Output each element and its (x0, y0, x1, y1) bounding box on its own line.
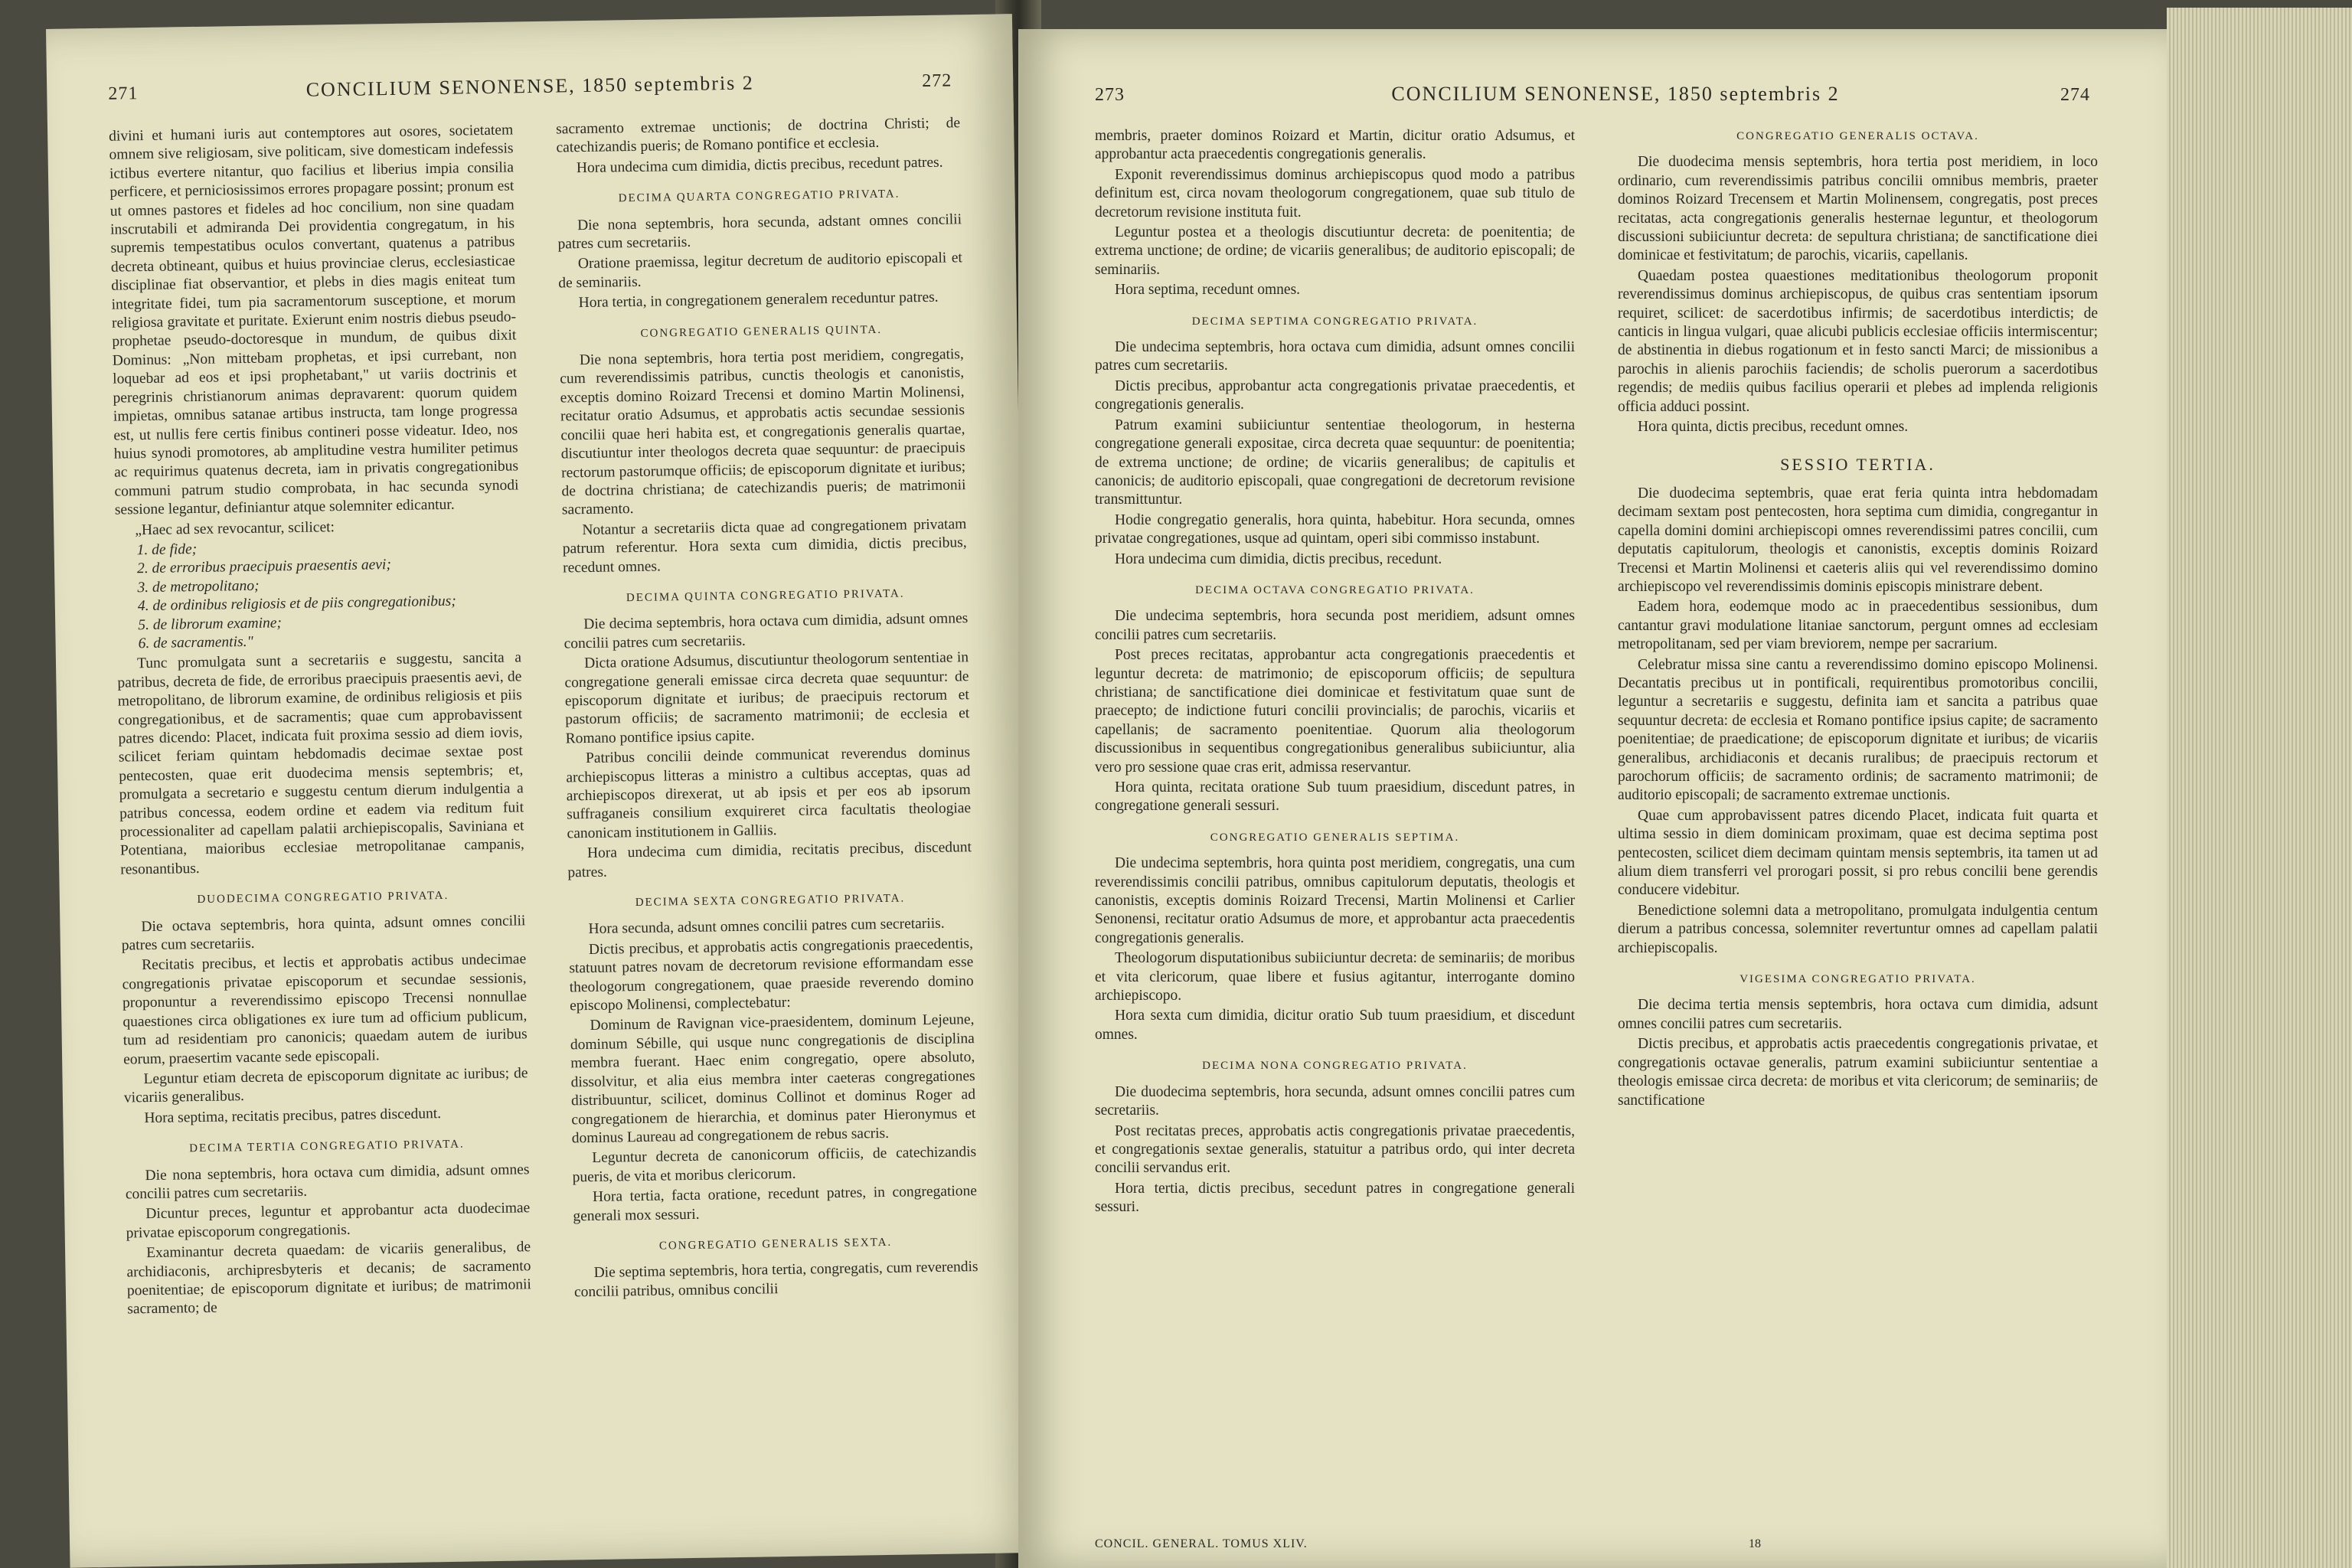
list-item: 3. de metropolitano; (137, 577, 260, 596)
paragraph: Hora septima, recedunt omnes. (1115, 282, 1301, 299)
paragraph: Die undecima septembris, hora secunda post meridiem, adsunt omnes concilii patres cum secretariis. (1095, 608, 1575, 643)
running-head-right (1018, 69, 2167, 106)
section-heading: DECIMA QUARTA CONGREGATIO PRIVATA. (618, 188, 900, 205)
paragraph: Recitatis precibus, et lectis et approbatis actibus undecimae congregationis privatae episcoporum et secundae sessionis, proponuntur a reverendissimo episcopo Trecensi nonnullae quaestiones circa obligationes ex iure tum ad officium publicum, tum ad residentiam pro canonicis; quaedam autem de iuribus eorum, praesertim vacante sede episcopali. (122, 951, 528, 1068)
paragraph: sacramento extremae unctionis; de doctrina Christi; de catechizandis pueris; de Romano pontifice et ecclesia. (555, 115, 961, 156)
column-number-272: 272 (922, 70, 952, 92)
paragraph: Die nona septembris, hora octava cum dimidia, adsunt omnes concilii patres cum secretariis. (125, 1161, 530, 1203)
column-number-274: 274 (2060, 85, 2090, 105)
paragraph: Post preces recitatas, approbantur acta congregationis praecedentis et leguntur decreta: de matrimonio; de episcoporum officiis; de sepultura christiana; de sanctificatione diei dominicae et festivitatum quae sunt de praecepto; de indictione futuri concilii provincialis; de parochis, vicariis et capellanis; de sacramento poenitentiae. Quorum alia theologorum discussionibus in sequentibus congregationibus generalibus subiiciuntur, alia vero pro sessione quae cras erit, admissa reservantur. (1095, 647, 1575, 776)
paragraph: divini et humani iuris aut contemptores aut osores, societatem omnem sive religiosam, sive politicam, sive domesticam indefessis ictibus evertere nitantur, quo facilius et liberius impia consilia perficere, et perniciosissimos errores propagare possint; pronum est ut omnes pastores et fideles ad hoc concilium, non sine quadam inscrutabili et admiranda Dei providentia congregatum, in his supremis tempestatibus oculos convertant, quatenus a patribus decreta obtineant, quibus et huius provinciae clerus, ecclesiasticae disciplinae fiat observantior, et plebs in dies magis eniteat tum integritate fidei, tum pia sacramentorum susceptione, et morum religiosa gravitate et puritate. Exierunt enim nostris diebus pseudo-prophetae pseudo-doctoresque in mundum, de quibus dixit Dominus: „Non mittebam prophetas, et ipsi currebant, non loquebar ad eos et ipsi prophetabant," ut variis doctrinis et peregrinis christianorum animas depravarent: quorum quidem impietas, omnibus satanae artibus instructa, tam longe progressa est, ut nullis fere certis finibus contineri posse videatur. Ideo, nos huius synodi promotores, ab amplitudine vestra humiliter petimus ac requirimus quatenus decreta, iam in privatis congregationibus communi patrum studio comprobata, in hac secunda synodi sessione legantur, definiantur atque solemniter edicantur. (109, 122, 519, 518)
column-273 (1095, 127, 1575, 1219)
section-heading: CONGREGATIO GENERALIS SEPTIMA. (1210, 831, 1460, 844)
paragraph: membris, praeter dominos Roizard et Martin, dicitur oratio Adsumus, et approbantur acta praecedentis congregationis generalis. (1095, 128, 1575, 163)
running-title: CONCILIUM SENONENSE, 1850 septembris 2 (1391, 83, 1840, 105)
paragraph: Examinantur decreta quaedam: de vicariis generalibus, de archidiaconis, archipresbyteris et decanis; de sacramento poenitentiae; de episcoporum dignitate et iuribus; de matrimonii sacramento; de (126, 1239, 531, 1318)
paragraph: Die octava septembris, hora quinta, adsunt omnes concilii patres cum secretariis. (121, 912, 526, 954)
paragraph: Die duodecima septembris, hora secunda, adsunt omnes concilii patres cum secretariis. (1095, 1083, 1575, 1119)
column-number-271: 271 (108, 83, 139, 104)
column-274 (1618, 127, 2098, 1219)
paragraph: Oratione praemissa, legitur decretum de auditorio episcopali et de seminariis. (558, 250, 963, 292)
column-271 (109, 121, 531, 1321)
list-item: 4. de ordinibus religiosis et de piis congregationibus; (137, 593, 456, 615)
paragraph: Hora secunda, adsunt omnes concilii patres cum secretariis. (588, 916, 945, 938)
running-title: CONCILIUM SENONENSE, 1850 septembris 2 (305, 71, 755, 101)
paragraph: „Haec ad sex revocantur, scilicet: (135, 518, 335, 538)
paragraph: Die decima tertia mensis septembris, hora octava cum dimidia, adsunt omnes concilii patres cum secretariis. (1618, 997, 2098, 1032)
paragraph: Hora sexta cum dimidia, dicitur oratio Sub tuum praesidium, et discedunt omnes. (1095, 1008, 1575, 1043)
signature-mark: 18 (1749, 1537, 1761, 1550)
paragraph: Benedictione solemni data a metropolitano, promulgata indulgentia centum dierum a patribus concessa, solemniter revertuntur omnes ad capellam palatii archiepiscopalis. (1618, 902, 2098, 956)
paragraph: Dicuntur preces, leguntur et approbantur acta duodecimae privatae episcoporum congregationis. (126, 1200, 531, 1242)
paragraph: Die duodecima septembris, quae erat feria quinta intra hebdomadam decimam sextam post pentecosten, hora septima cum dimidia, congregantur in capella domini domini archiepiscopi omnes reverendissimi patres concilii, cum deputatis capitulorum, theologis et canonistis, exceptis dominis Roizard Trecensi et Martin Molinensi et caeteris aliis qui vel reverendissimo domino archiepiscopo vel reverendissimis dominis episcopis ministrare debent. (1618, 485, 2098, 595)
paragraph: Quaedam postea quaestiones meditationibus theologorum proponit reverendissimus dominus archiepiscopus, de quibus cras sententiam ipsorum requiret, scilicet: de sacerdotibus infirmis; de sacerdotibus interdictis; de canticis in lingua vulgari, quae alicubi publicis ecclesiae officiis intermiscentur; de abstinentia in diebus rogationum et in festo sancti Marci; de missionibus a parochis in alienis parochiis faciendis; de scholis puerorum a sacerdotibus regendis; de mediis quibus facilius operarii et plebes ad implenda religionis officia adduci possint. (1618, 267, 2098, 415)
section-heading: DECIMA NONA CONGREGATIO PRIVATA. (1202, 1060, 1468, 1073)
list-item: 1. de fide; (136, 541, 198, 559)
paragraph: Die decima septembris, hora octava cum dimidia, adsunt omnes concilii patres cum secretariis. (564, 610, 969, 652)
paragraph: Hora quinta, dictis precibus, recedunt omnes. (1638, 419, 1909, 436)
section-heading: DECIMA SEXTA CONGREGATIO PRIVATA. (635, 892, 906, 910)
section-heading: DECIMA QUINTA CONGREGATIO PRIVATA. (626, 587, 905, 605)
paragraph: Leguntur postea et a theologis discutiuntur decreta: de poenitentia; de extrema unctione; de ordine; de vicariis generalibus; de auditorio episcopali; de seminariis. (1095, 224, 1575, 278)
section-heading: CONGREGATIO GENERALIS SEXTA. (658, 1236, 893, 1253)
paragraph: Notantur a secretariis dicta quae ad congregationem privatam patrum referentur. Hora sexta cum dimidia, dictis precibus, recedunt omnes. (562, 515, 967, 577)
paragraph: Hora septima, recitatis precibus, patres discedunt. (144, 1105, 442, 1126)
section-heading: DECIMA SEPTIMA CONGREGATIO PRIVATA. (1191, 315, 1478, 328)
paragraph: Patribus concilii deinde communicat reverendus dominus archiepiscopus litteras a ministro a cultibus acceptas, quas ad archiepiscopos direxerat, ut ab ipsis et per eos ab ipsorum suffraganeis consilium exquireret circa facultatis theologiae canonicam institutionem in Galliis. (566, 744, 972, 842)
paragraph: Hora undecima cum dimidia, dictis precibus, recedunt patres. (576, 154, 943, 176)
paragraph: Dictis precibus, et approbatis actis praecedentis congregationis privatae, et congregationis octavae generalis, patrum examini subiiciuntur sententiae a theologis emissae circa decreta: de moribus et vita clericorum; de seminariis; de sanctificatione (1618, 1036, 2098, 1109)
decree-list (137, 535, 521, 653)
paragraph: Leguntur decreta de canonicorum officiis, de catechizandis pueris, de vita et moribus clericorum. (572, 1144, 977, 1186)
paragraph: Hora undecima cum dimidia, recitatis precibus, discedunt patres. (567, 839, 972, 881)
section-heading: DECIMA TERTIA CONGREGATIO PRIVATA. (189, 1138, 465, 1155)
list-item: 5. de librorum examine; (138, 614, 283, 633)
paragraph: Hora undecima cum dimidia, dictis precibus, recedunt. (1115, 550, 1442, 567)
list-item: 2. de erroribus praecipuis praesentis aevi; (136, 557, 392, 577)
paragraph: Die nona septembris, hora tertia post meridiem, congregatis, cum reverendissimis patribus, cunctis theologis et canonistis, exceptis domino Roizard Trecensi et domino Martin Molinensi, recitatur oratio Adsumus, et approbatis actis secundae sessionis concilii quae heri habita est, et congregationis generalis quartae, discutiuntur inter theologos decreta quae sequuntur: de praecipuis rectorum pastorumque officiis; de episcoporum dignitate et iuribus; de doctrina christiana; de catechizandis pueris; de matrimonii sacramento. (560, 346, 966, 518)
paragraph: Die duodecima mensis septembris, hora tertia post meridiem, in loco ordinario, cum reverendissimis patribus concilii omnibus membris, praeter dominos Roizard Trecensem et Martin Molinensem, congregatis, post preces recitatas, acta congregationis generalis hesternae leguntur, et theologorum discussioni subiiciuntur decreta: de sepultura christiana; de sanctificatione diei dominicae et festivitatum; de parochis, vicariis, capellanis. (1618, 154, 2098, 264)
left-page (46, 14, 1036, 1568)
paragraph: Post recitatas preces, approbatis actis congregationis privatae praecedentis, et congregationis sextae generalis, statuitur a patribus ordo, qui inter decreta concilii servandus erit. (1095, 1122, 1575, 1177)
paragraph: Hora quinta, recitata oratione Sub tuum praesidium, discedunt patres, in congregatione generali sessuri. (1095, 779, 1575, 815)
paragraph: Eadem hora, eodemque modo ac in praecedentibus sessionibus, dum cantantur gravi modulatione litaniae sanctorum, pergunt omnes ad ecclesiam metropolitanam, sed per viam breviorem, nempe per sacrarium. (1618, 599, 2098, 653)
paragraph: Dominum de Ravignan vice-praesidentem, dominum Lejeune, dominum Sébille, qui usque nunc congregationis de disciplina membra fuerant. Haec enim congregatio, opere absoluto, dissolvitur, et alia eius membra inter caeteras congregationes distribuuntur, scilicet, dominus Collinot et dominus Roger ad congregationem de hierarchia, et dominus pater Hieronymus et dominus Laureau ad congregationem de rebus sacris. (570, 1011, 976, 1147)
session-heading: SESSIO TERTIA. (1780, 454, 1936, 474)
paragraph: Die septima septembris, hora tertia, congregatis, cum reverendis concilii patribus, omnibus concilii (573, 1259, 978, 1301)
section-heading: VIGESIMA CONGREGATIO PRIVATA. (1740, 973, 1976, 986)
section-heading: CONGREGATIO GENERALIS OCTAVA. (1736, 130, 1979, 142)
paragraph: Hodie congregatio generalis, hora quinta, habebitur. Hora secunda, omnes privatae congregationes, usque ad quintam, operi sibi commisso instabunt. (1095, 511, 1575, 547)
section-heading: DECIMA OCTAVA CONGREGATIO PRIVATA. (1195, 583, 1475, 596)
section-heading: CONGREGATIO GENERALIS QUINTA. (640, 323, 883, 340)
right-page (1018, 29, 2167, 1568)
running-head-left (47, 54, 1014, 106)
paragraph: Dictis precibus, et approbatis actis congregationis praecedentis, statuunt patres novam de decretorum revisione efformandam esse theologorum congregationem, quae praeside reverendo domino episcopo Molinensi, complectebatur: (569, 935, 974, 1014)
list-item: 6. de sacramentis." (138, 633, 253, 652)
paragraph: Theologorum disputationibus subiiciuntur decreta: de seminariis; de moribus et vita clericorum, quae libere et fusius agitantur, interrogante domino archiepiscopo. (1095, 950, 1575, 1004)
paragraph: Dicta oratione Adsumus, discutiuntur theologorum sententiae in congregatione generali emissae circa decreta quae sequuntur: de episcoporum dignitate et iuribus; de praecipuis rectorum et pastorum officiis; de sacramento matrimonii; de ecclesia et Romano pontifice ipsius capite. (564, 649, 970, 747)
paragraph: Hora tertia, dictis precibus, secedunt patres in congregatione generali sessuri. (1095, 1180, 1575, 1216)
paragraph: Hora tertia, in congregationem generalem receduntur patres. (578, 289, 939, 312)
paragraph: Leguntur etiam decreta de episcoporum dignitate ac iuribus; de vicariis generalibus. (123, 1065, 528, 1106)
paragraph: Quae cum approbavissent patres dicendo Placet, indicata fuit quarta et ultima sessio in diem dominicam proximam, quae est decima septima post pentecosten, scilicet diem decimam quintam mensis septembris, ita tamen ut ad alium diem transferri vel prorogari possit, si pro rebus concilii bene gerendis conducere videbitur. (1618, 807, 2098, 899)
section-heading: DUODECIMA CONGREGATIO PRIVATA. (197, 890, 449, 906)
column-number-273: 273 (1095, 85, 1125, 105)
paragraph: Patrum examini subiiciuntur sententiae theologorum, in hesterna congregatione generali expositae, circa decreta quae sequuntur: de poenitentia; de extrema unctione; de ordine; de vicariis generalibus; de capitulis et canonicis; de auditorio episcopali, quae congregationi de decretorum revisione transmittuntur. (1095, 416, 1575, 508)
paragraph: Die nona septembris, hora secunda, adstant omnes concilii patres cum secretariis. (557, 211, 962, 253)
paragraph: Die undecima septembris, hora octava cum dimidia, adsunt omnes concilii patres cum secretariis. (1095, 339, 1575, 374)
page-edges (2167, 8, 2352, 1568)
paragraph: Exponit reverendissimus dominus archiepiscopus quod modo a patribus definitum est, circa novam theologorum congregationem, quae sub titulo de decretorum revisione instituta fuit. (1095, 166, 1575, 220)
page-footer: CONCIL. GENERAL. TOMUS XLIV. (1095, 1537, 1308, 1550)
paragraph: Dictis precibus, approbantur acta congregationis privatae praecedentis, et congregationis generalis. (1095, 377, 1575, 413)
paragraph: Die undecima septembris, hora quinta post meridiem, congregatis, una cum reverendissimis concilii patribus, omnibus capitulorum deputatis, theologis et canonistis, exceptis dominis Roizard Trecensi, Martin Molinensi et Carlier Senonensi, recitatur oratio Adsumus de more, et approbantur acta praecedentis congregationis generalis. (1095, 855, 1575, 946)
paragraph: Hora tertia, facta oratione, recedunt patres, in congregatione generali mox sessuri. (573, 1183, 978, 1224)
paragraph: Celebratur missa sine cantu a reverendissimo domino episcopo Molinensi. Decantatis precibus ut in pontificali, requirentibus promotoribus concilii, leguntur a secretariis e suggestu, definita iam et sancita a patribus quae sequuntur decreta: de ecclesia et Romano pontifice ipsius capite; de sacramento poenitentiae; de praedicatione; de episcoporum dignitate et iuribus; de vicariis generalibus, archidiaconis et decanis ruralibus; de praecipuis rectorum et parochorum officiis; de sacramento ordinis; de sacramento matrimonii; de auditorio episcopali; de sacramento extremae unctionis. (1618, 656, 2098, 804)
paragraph: Tunc promulgata sunt a secretariis e suggestu, sancita a patribus, decreta de fide, de erroribus praecipuis praesentis aevi, de metropolitano, de librorum examine, de ordinibus religiosis et piis congregationibus, et de sacramentis; quae cum approbavissent patres dicendo: Placet, indicata fuit proxima sessio ad diem iovis, scilicet feriam quintam hebdomadis decimae sextae post pentecosten, quae erit duodecima mensis septembris; et, promulgata a secretario e suggestu centum dierum indulgentia a patribus concessa, eodem ordine et eadem via reditum fuit processionaliter ad capellam palatii archiepiscopalis, Saviniana et Potentiana, maioribus ecclesiae metropolitanae campanis, resonantibus. (117, 649, 524, 878)
column-272 (556, 114, 978, 1314)
